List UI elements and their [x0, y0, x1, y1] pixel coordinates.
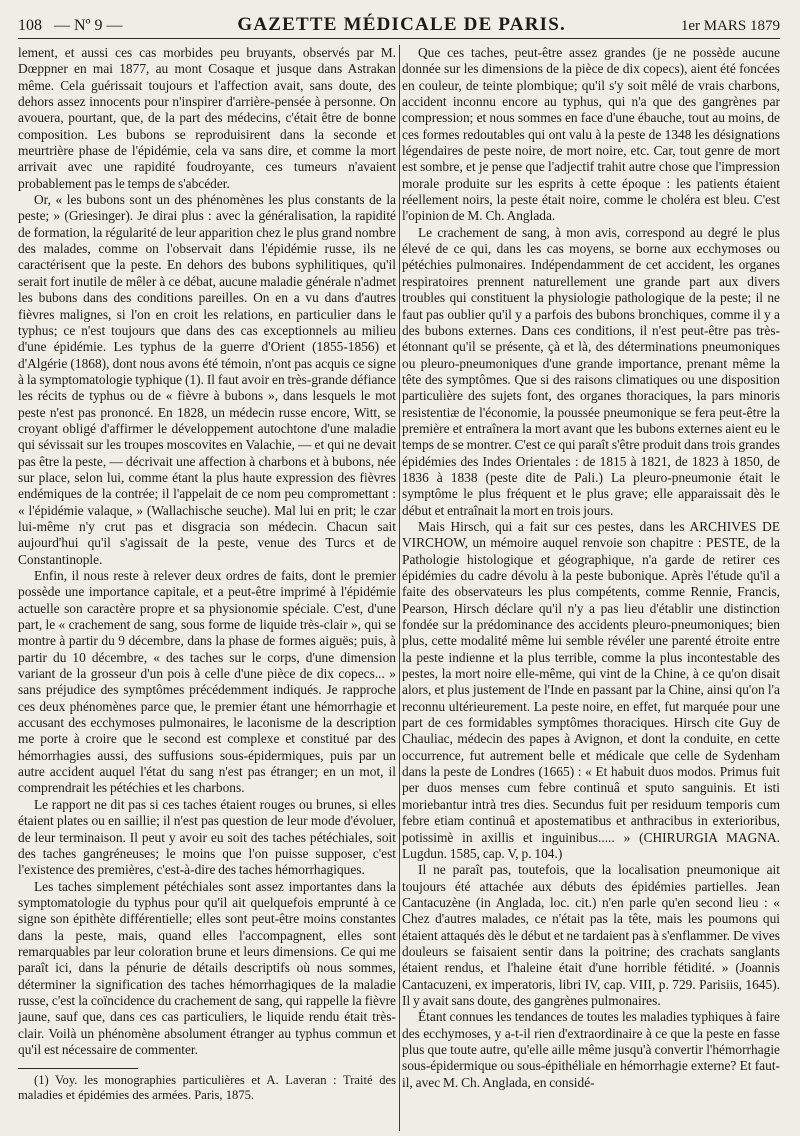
left-column [18, 45, 396, 1131]
footnote: (1) Voy. les monographies particulières et A. Laveran : Traité des maladies et épidémies des armées. Paris, 1875. [18, 1073, 396, 1103]
issue-number: — Nº 9 — [54, 17, 123, 34]
paragraph: Il ne paraît pas, toutefois, que la localisation pneumonique ait toujours été attachée aux débuts des épidémies partielles. Jean Cantacuzène (in Anglada, loc. cit.) n'en parle qu'en second lieu : « Chez d'autres malades, ce n'était pas la tête, mais les poumons qui étaient attaqués dès le début et ne tardaient pas à s'enflammer. De vives douleurs se faisaient sentir dans la poitrine; des crachats sanglants étaient rendus, et l'haleine était d'une horrible fétidité. » (Joannis Cantacuzeni, ex imperatoris, libri IV, cap. VIII, p. 729. Parisiis, 1645). Il y avait sans doute, des gangrènes pulmonaires. [402, 862, 780, 1008]
paragraph: Les taches simplement pétéchiales sont assez importantes dans la symptomatologie du typhus pour qu'il ait quelquefois emprunté à ce signe son épithète différentielle; elles sont peut-être moins constantes dans la peste, mais, quand elles l'accompagnent, elles sont remarquables par leur coloration brune et leurs dimensions. Ce qui me paraît ici, dans la pénurie de détails descriptifs où nous sommes, déterminer la signification des taches hémorrhagiques de la maladie russe, c'est la coïncidence du crachement de sang, qui rappelle la fièvre jaune, sauf que, dans ces cas particuliers, le liquide rendu était très-clair. Voilà un phénomène absolument étranger au typhus commun et qu'il est nécessaire de commenter. [18, 878, 396, 1057]
footnote-rule [18, 1068, 138, 1069]
paragraph: Le crachement de sang, à mon avis, correspond au degré le plus élevé de ce qui, dans les cas moyens, se borne aux ecchymoses ou pétéchies pulmonaires. Indépendamment de cet accident, les organes respiratoires prennent naturellement une grande part aux divers troubles qui constituent la physiologie pathologique de la peste; il ne faut pas oublier qu'il y a parfois des bubons bronchiques, comme il y a des bubons externes. Dans ces conditions, il n'est peut-être pas très-étonnant qu'il se présente, çà et là, des déterminations pneumoniques ou pleuro-pneumoniques d'une grande importance, prenant même la tête des symptômes. Que si des raisons climatiques ou une disposition particulière des sujets font, des organes thoraciques, la pars minoris resistentiæ de l'économie, la poussée pneumonique se fera peut-être la première et entraînera la mort avant que les bubons externes aient eu le temps de se montrer. C'est ce qui paraît s'être produit dans trois grandes épidémies des Indes Orientales : de 1815 à 1821, de 1823 à 1850, de 1836 à 1838 (peste dite de Pali.) La pleuro-pneumonie était le symptôme le plus fréquent et le plus grave; elle apparaissait dès le début et entraînait la mort en trois jours. [402, 224, 780, 518]
right-column [402, 45, 780, 1131]
paragraph: Enfin, il nous reste à relever deux ordres de faits, dont le premier possède une importance capitale, et a peut-être imprimé à l'épidémie actuelle son caractère propre et sa physionomie spéciale. C'est, d'une part, le « crachement de sang, sous forme de liquide très-clair », qui se montre à partir du 9 décembre, dans la phase de formes aiguës; puis, à partir du 10 décembre, « des taches sur le corps, d'une dimension variant de la grosseur d'un pois à celle d'une pièce de dix copecs... » sans préjudice des symptômes précédemment indiqués. Je rapproche ces deux phénomènes parce que, le premier étant une hémorrhagie et accusant des ecchymoses pulmonaires, le laconisme de la description me porte à croire que le second est complexe et constitué par des hémorrhagies aussi, des suffusions sous-épidermiques, puis par un autre accident auquel l'état du sang n'est pas étranger; en un mot, il comprendrait les pétéchies et les charbons. [18, 568, 396, 796]
paragraph: Or, « les bubons sont un des phénomènes les plus constants de la peste; » (Griesinger). Je dirai plus : avec la généralisation, la rapidité de formation, la régularité de leur apparition chez le plus grand nombre des malades, comme on l'observait dans l'épidémie russe, ils ne caractérisent que la peste. En dehors des bubons syphilitiques, qu'il serait fort inutile de mêler à ce débat, aucune maladie générale n'admet les bubons dans des conditions pareilles. On en a vu dans d'autres fièvres malignes, si l'on en croit les relations, en particulier dans le typhus; ce n'est toujours que dans des cas exceptionnels au milieu d'une épidémie. Les typhus de la guerre d'Orient (1855-1856) et d'Algérie (1868), dont nous avons été témoin, n'ont pas acquis ce signe à la symptomatologie typhique (1). Il faut avoir en très-grande défiance les récits de typhus ou de « fièvre à bubons », dans lesquels le mot peste n'est pas prononcé. En 1828, un médecin russe encore, Witt, se croyant obligé d'affirmer le développement autochtone d'une maladie qui sévissait sur les troupes moscovites en Valachie, — et qui ne devait pas être la peste, — décrivait une affection à charbons et à bubons, née sur place, selon lui, comme étant la plus haute expression des fièvres endémiques de la contrée; il l'appelait de ce nom peu compromettant : « l'épidémie valaque, » (Wallachische seuche). Mal lui en prit; le czar lui-même n'y crut pas et disgracia son médecin. Chacun sait aujourd'hui qu'il s'agissait de la peste, venue des Turcs et de Constantinople. [18, 192, 396, 567]
issue-date: 1er MARS 1879 [680, 18, 780, 34]
paragraph: Mais Hirsch, qui a fait sur ces pestes, dans les ARCHIVES DE VIRCHOW, un mémoire auquel renvoie son chapitre : PESTE, de la Pathologie histologique et géographique, n'a garde de retirer ces épidémies du cadre dévolu à la peste bubonique. Après l'étude qu'il a faite des observateurs les plus compétents, comme Rennie, Francis, Pearson, Hirsch déclare qu'il n'y a pas lieu d'établir une distinction fondée sur la prédominance des accidents pleuro-pneumoniques; bien plus, cette modalité même lui semble révéler une parenté étroite entre la peste indienne et la plus terrible, comme la plus incontestable des pestes, la mort noire elle-même, qui vint de la Chine, à ce qu'on disait alors, et plus justement de l'Inde en passant par la Chine, ainsi qu'on l'a reconnu ultérieurement. La peste noire, en effet, fut marquée pour une part de ces formidables symptômes thoraciques. Hirsch cite Guy de Chauliac, médecin des papes à Avignon, et dont la conduite, en cette occurrence, fut autrement belle et médicale que celle de Sydenham dans la peste de Londres (1665) : « Et habuit duos modos. Primus fuit per duos menses cum febre continuâ et sputo sanguinis. Et isti moriebantur intrà tres dies. Secundus fuit per residuum temporis cum febre etiam continuâ et apostematibus et anthracibus in exterioribus, potissimè in axillis et inguinibus..... » (CHIRURGIA MAGNA. Lugdun. 1585, cap. V, p. 104.) [402, 518, 780, 861]
paragraph: Étant connues les tendances de toutes les maladies typhiques à faire des ecchymoses, y a-t-il rien d'extraordinaire à ce que la peste en fasse plus que toute autre, qu'elle aille même jusqu'à convertir l'hémorrhagie sous-épidermique ou sous-épithéliale en hémorrhagie externe? Et faut-il, avec M. Ch. Anglada, en considé- [402, 1009, 780, 1090]
header-left [18, 15, 123, 37]
page-header [18, 14, 780, 39]
page-number: 108 [18, 17, 42, 34]
journal-title: GAZETTE MÉDICALE DE PARIS. [237, 14, 566, 35]
paragraph: Le rapport ne dit pas si ces taches étaient rouges ou brunes, si elles étaient plates ou en saillie; il n'est pas question de leur mode d'évoluer, de leur terminaison. Il peut y avoir eu soit des taches pétéchiales, soit des taches gangréneuses; le moins que l'on puisse supposer, c'est l'existence des premières, c'est-à-dire des taches hémorrhagiques. [18, 796, 396, 878]
article-columns [18, 45, 780, 1131]
paragraph: Que ces taches, peut-être assez grandes (je ne possède aucune donnée sur les dimensions de la pièce de dix copecs), aient été foncées en couleur, de teinte plombique; qu'il s'y soit mêlé de vrais charbons, accident inconnu encore au typhus, qui n'a que des gangrènes par compression; et nous sommes en face d'une ébauche, tout au moins, de ces formes redoutables qui ont valu à la peste de 1348 les désignations légendaires de peste noire, de mort noire, etc. Car, tout genre de mort est sombre, et je pense que l'adjectif trahit autre chose que l'impression morale produite sur les esprits à cette époque : les patients étaient réellement noirs, la peste était noire, comme le choléra est bleu. C'est l'opinion de M. Ch. Anglada. [402, 45, 780, 224]
column-divider [399, 45, 400, 1131]
paragraph: lement, et aussi ces cas morbides peu bruyants, observés par M. Dœppner en mai 1877, au mont Cosaque et jusque dans Astrakan même. Cela guérissait toujours et l'affection avait, sans doute, des dehors assez innocents pour n'inspirer d'arrière-pensée à personne. On avouera, pourtant, que, de la part des médecins, c'était être de bonne composition. Les bubons se reproduisirent dans la seconde et meurtrière phase de l'épidémie, cela va sans dire, et comme la mort arrivait avec une rapidité foudroyante, ces tumeurs n'avaient probablement pas le temps de s'abcéder. [18, 45, 396, 191]
